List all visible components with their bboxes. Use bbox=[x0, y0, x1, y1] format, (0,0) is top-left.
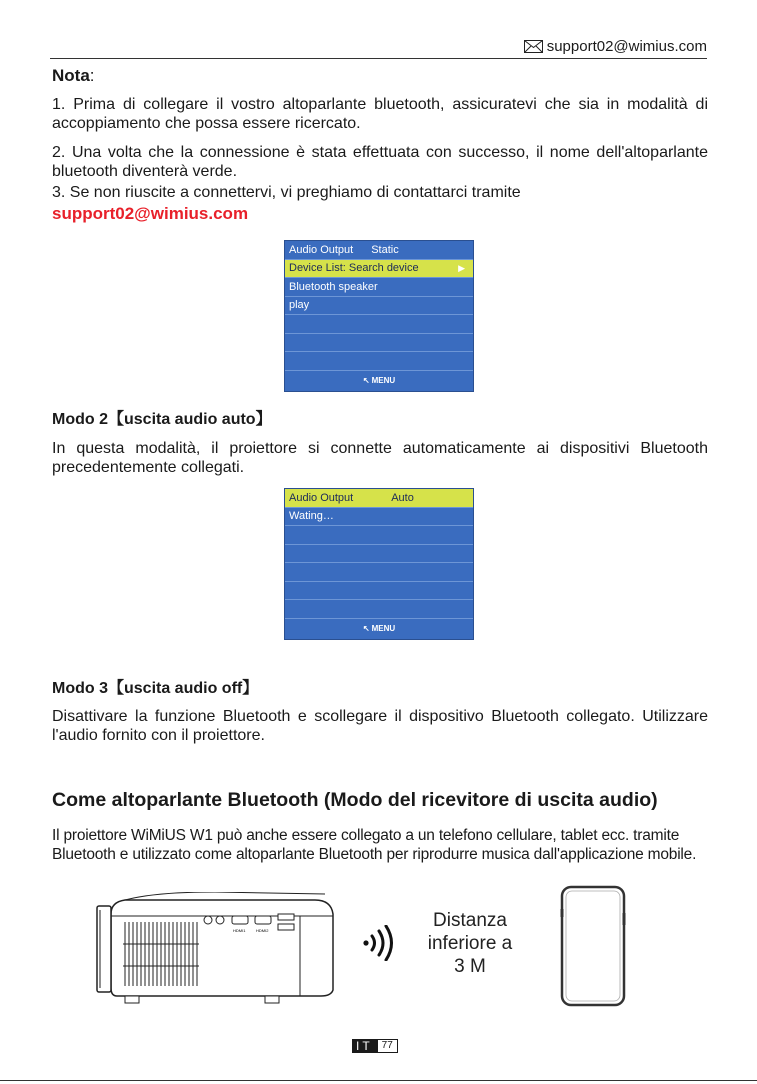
bluetooth-speaker-section-text: Il proiettore WiMiUS W1 può anche essere collegato a un telefono cellulare, tablet ecc. tramite Bluetooth e utilizzato come altoparlante Bluetooth per riprodurre musica dall'applicazione mobile. bbox=[52, 827, 697, 863]
menu-row-audio-output[interactable]: Audio Output Auto bbox=[285, 489, 473, 508]
menu-row-audio-output[interactable]: Audio Output Static bbox=[285, 241, 473, 260]
mode-2-heading: Modo 2【uscita audio auto】 bbox=[52, 411, 272, 428]
page-number-value: 77 bbox=[377, 1039, 398, 1053]
audio-output-menu-auto bbox=[284, 488, 474, 640]
footer-divider bbox=[0, 1080, 757, 1081]
menu-row-empty bbox=[285, 600, 473, 619]
note-1: 1. Prima di collegare il vostro altoparlante bluetooth, assicuratevi che sia in modalità di accoppiamento che possa essere ricercato. bbox=[52, 96, 708, 133]
distance-label: Distanza inferiore a 3 M bbox=[427, 910, 513, 977]
mode-2-text: In questa modalità, il proiettore si connette automaticamente ai dispositivi Bluetooth precedentemente collegati. bbox=[52, 440, 708, 477]
menu-row-play[interactable]: play bbox=[285, 297, 473, 316]
menu-row-empty bbox=[285, 315, 473, 334]
menu-row-device-list[interactable]: Device List: Search device ▶ bbox=[285, 260, 473, 279]
menu-row-empty bbox=[285, 526, 473, 545]
menu-footer[interactable]: ↖ MENU bbox=[285, 619, 473, 639]
mode-3-text: Disattivare la funzione Bluetooth e scollegare il dispositivo Bluetooth collegato. Utilizzare l'audio fornito con il proiettore. bbox=[52, 708, 708, 745]
bluetooth-speaker-section-title: Come altoparlante Bluetooth (Modo del ricevitore di uscita audio) bbox=[52, 789, 658, 811]
port-label-hdmi1: HDMI1 bbox=[233, 928, 246, 933]
note-2: 2. Una volta che la connessione è stata effettuata con successo, il nome dell'altoparlante bluetooth diventerà verde. bbox=[52, 144, 708, 181]
header-email-text: support02@wimius.com bbox=[546, 38, 707, 55]
header-email bbox=[524, 38, 707, 55]
language-badge: IT bbox=[352, 1039, 377, 1053]
projector-illustration bbox=[95, 892, 340, 1007]
menu-row-empty bbox=[285, 545, 473, 564]
menu-row-waiting: Wating… bbox=[285, 508, 473, 527]
back-arrow-icon: ↖ bbox=[362, 376, 370, 385]
back-arrow-icon: ↖ bbox=[362, 624, 370, 633]
menu-row-empty bbox=[285, 334, 473, 353]
mode-3-heading: Modo 3【uscita audio off】 bbox=[52, 680, 259, 697]
menu-footer[interactable]: ↖ MENU bbox=[285, 371, 473, 391]
port-label-hdmi2: HDMI2 bbox=[256, 928, 269, 933]
smartphone-illustration bbox=[558, 885, 630, 1009]
menu-row-bluetooth-speaker[interactable]: Bluetooth speaker bbox=[285, 278, 473, 297]
header-divider bbox=[50, 58, 707, 59]
menu-row-empty bbox=[285, 582, 473, 601]
page-number bbox=[352, 1039, 398, 1053]
play-arrow-icon: ▶ bbox=[458, 262, 465, 273]
menu-row-empty bbox=[285, 352, 473, 371]
envelope-icon bbox=[524, 40, 543, 53]
note-3: 3. Se non riuscite a connettervi, vi preghiamo di contattarci tramite bbox=[52, 184, 521, 201]
nota-heading: Nota: bbox=[52, 66, 95, 85]
wireless-signal-icon bbox=[362, 925, 394, 961]
menu-row-empty bbox=[285, 563, 473, 582]
audio-output-menu-static bbox=[284, 240, 474, 392]
support-email-link[interactable]: support02@wimius.com bbox=[52, 204, 249, 223]
